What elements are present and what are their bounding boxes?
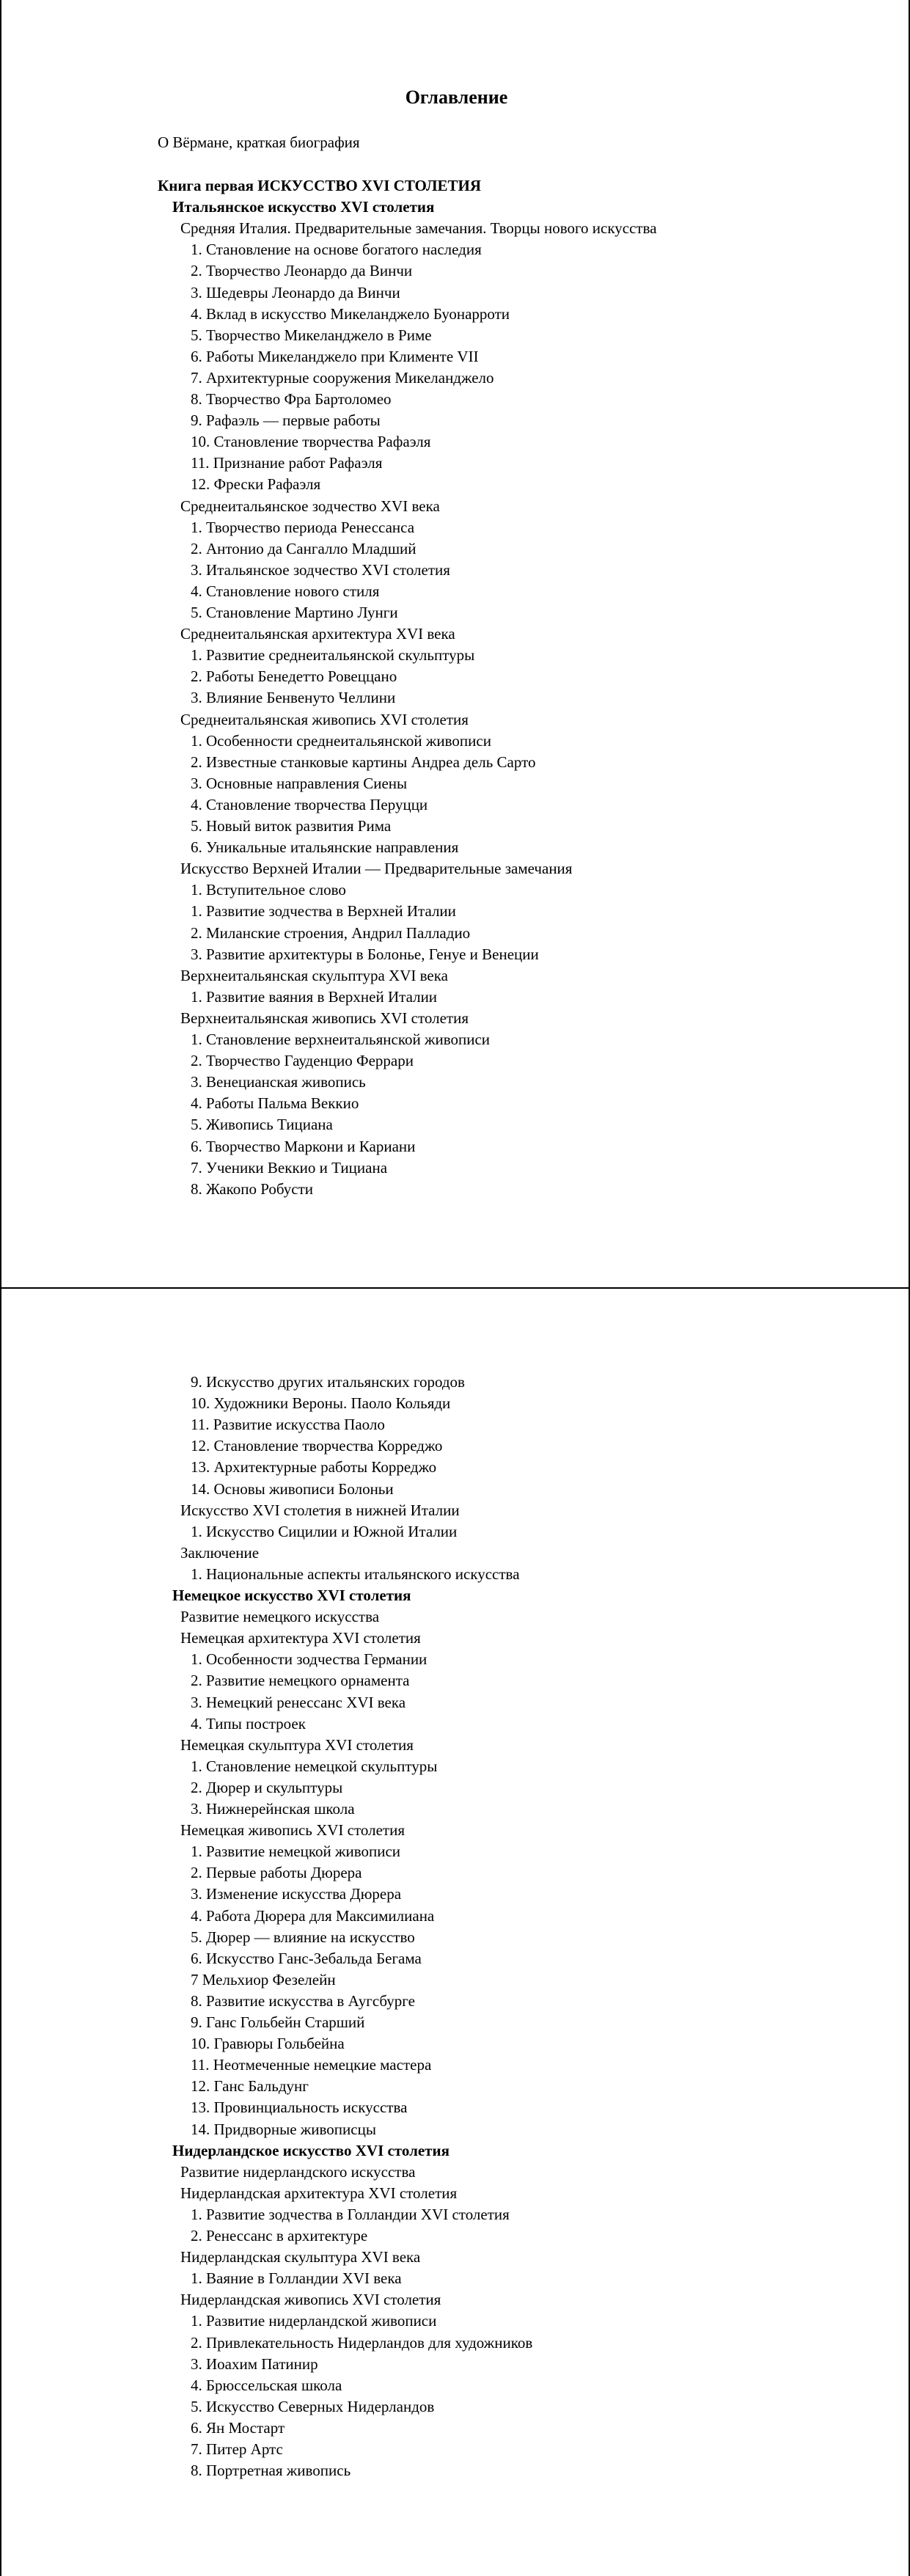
- toc-chapter-link[interactable]: 4. Типы построек: [191, 1714, 306, 1732]
- toc-chapter-link[interactable]: 1. Развитие немецкой живописи: [191, 1843, 401, 1861]
- toc-chapter-link[interactable]: 3. Изменение искусства Дюрера: [191, 1885, 402, 1903]
- toc-chapter-link[interactable]: 5. Живопись Тициана: [191, 1116, 333, 1134]
- toc-chapter-link[interactable]: 3. Иоахим Патинир: [191, 2354, 318, 2373]
- toc-section-link[interactable]: Немецкая скульптура XVI столетия: [180, 1735, 414, 1754]
- toc-chapter-link[interactable]: 5. Искусство Северных Нидерландов: [191, 2397, 435, 2415]
- toc-chapter-link[interactable]: 2. Работы Бенедетто Ровеццано: [191, 667, 397, 686]
- toc-chapter-link[interactable]: 3. Итальянское зодчество XVI столетия: [191, 560, 450, 579]
- toc-chapter-link[interactable]: 4. Работа Дюрера для Максимилиана: [191, 1906, 435, 1925]
- toc-chapter-link[interactable]: 3. Влияние Бенвенуто Челлини: [191, 689, 396, 707]
- toc-section-link[interactable]: Заключение: [180, 1543, 260, 1562]
- toc-chapter-link[interactable]: 4. Брюссельская школа: [191, 2376, 342, 2394]
- toc-chapter-link[interactable]: 2. Творчество Леонардо да Винчи: [191, 262, 413, 280]
- toc-chapter-link[interactable]: 10. Гравюры Гольбейна: [191, 2035, 345, 2053]
- page-2: [0, 1289, 910, 2576]
- toc-chapter-link[interactable]: 14. Придворные живописцы: [191, 2120, 376, 2138]
- toc-chapter-link[interactable]: 11. Признание работ Рафаэля: [191, 454, 383, 472]
- intro-link[interactable]: О Вёрмане, краткая биография: [158, 133, 360, 151]
- toc-chapter-link[interactable]: 6. Уникальные итальянские направления: [191, 838, 459, 857]
- toc-chapter-link[interactable]: 1. Развитие зодчества в Верхней Италии: [191, 902, 456, 921]
- toc-chapter-link[interactable]: 3. Нижнерейнская школа: [191, 1800, 355, 1818]
- toc-section-link[interactable]: Искусство Верхней Италии — Предварительные замечания: [180, 860, 573, 878]
- toc-chapter-link[interactable]: 2. Дюрер и скульптуры: [191, 1778, 343, 1796]
- toc-chapter-link[interactable]: 12. Фрески Рафаэля: [191, 475, 321, 494]
- toc-chapter-link[interactable]: 2. Антонио да Сангалло Младший: [191, 539, 417, 557]
- toc-chapter-link[interactable]: 1. Ваяние в Голландии XVI века: [191, 2269, 402, 2288]
- toc-chapter-link[interactable]: 13. Архитектурные работы Корреджо: [191, 1458, 437, 1477]
- toc-chapter-link[interactable]: 11. Развитие искусства Паоло: [191, 1416, 385, 1434]
- toc-section-link[interactable]: Нидерландская архитектура XVI столетия: [180, 2184, 458, 2202]
- toc-chapter-link[interactable]: 8. Жакопо Робусти: [191, 1179, 314, 1198]
- toc-chapter-link[interactable]: 1. Особенности среднеитальянской живописи: [191, 731, 491, 750]
- toc-chapter-link[interactable]: 8. Творчество Фра Бартоломео: [191, 390, 392, 408]
- toc-chapter-link[interactable]: 9. Искусство других итальянских городов: [191, 1373, 465, 1391]
- toc-section-link[interactable]: Верхнеитальянская скульптура XVI века: [180, 966, 448, 984]
- toc-chapter-link[interactable]: 6. Ян Мостарт: [191, 2418, 285, 2437]
- toc-heading-link[interactable]: Немецкое искусство XVI столетия: [172, 1587, 411, 1604]
- toc-heading-link[interactable]: Нидерландское искусство XVI столетия: [172, 2141, 450, 2159]
- toc-chapter-link[interactable]: 14. Основы живописи Болоньи: [191, 1479, 394, 1498]
- toc-section-link[interactable]: Немецкая живопись XVI столетия: [180, 1821, 405, 1840]
- toc-chapter-link[interactable]: 6. Творчество Маркони и Кариани: [191, 1137, 416, 1155]
- toc-chapter-link[interactable]: 3. Шедевры Леонардо да Винчи: [191, 283, 400, 301]
- toc-chapter-link[interactable]: 2. Творчество Гауденцио Феррари: [191, 1052, 414, 1070]
- toc-chapter-link[interactable]: 13. Провинциальность искусства: [191, 2099, 408, 2117]
- toc-section-link[interactable]: Среднеитальянская живопись XVI столетия: [180, 710, 469, 728]
- toc-chapter-link[interactable]: 2. Известные станковые картины Андреа дель Сарто: [191, 753, 536, 771]
- toc-chapter-link[interactable]: 3. Немецкий ренессанс XVI века: [191, 1693, 406, 1711]
- toc-chapter-link[interactable]: 1. Становление немецкой скульптуры: [191, 1757, 438, 1775]
- toc-title: Оглавление: [405, 87, 508, 108]
- toc-chapter-link[interactable]: 1. Становление верхнеитальянской живописи: [191, 1031, 491, 1048]
- toc-chapter-link[interactable]: 4. Становление творчества Перуцци: [191, 795, 428, 813]
- toc-chapter-link[interactable]: 2. Первые работы Дюрера: [191, 1864, 362, 1882]
- toc-section-link[interactable]: Верхнеитальянская живопись XVI столетия: [180, 1009, 469, 1027]
- toc-chapter-link[interactable]: 7. Архитектурные сооружения Микеланджело: [191, 368, 494, 387]
- toc-chapter-link[interactable]: 9. Ганс Гольбейн Старший: [191, 2013, 365, 2031]
- toc-chapter-link[interactable]: 1. Развитие ваяния в Верхней Италии: [191, 987, 438, 1006]
- toc-chapter-link[interactable]: 9. Рафаэль — первые работы: [191, 411, 381, 430]
- toc-section-link[interactable]: Нидерландская скульптура XVI века: [180, 2248, 421, 2266]
- toc-chapter-link[interactable]: 5. Новый виток развития Рима: [191, 817, 392, 835]
- toc-chapter-link[interactable]: 8. Развитие искусства в Аугсбурге: [191, 1991, 415, 2010]
- toc-chapter-link[interactable]: 12. Ганс Бальдунг: [191, 2077, 309, 2096]
- toc-chapter-link[interactable]: 8. Портретная живопись: [191, 2462, 351, 2480]
- toc-chapter-link[interactable]: 3. Развитие архитектуры в Болонье, Генуе и Венеции: [191, 945, 539, 963]
- toc-section-link[interactable]: Среднеитальянская архитектура XVI века: [180, 625, 455, 643]
- toc-chapter-link[interactable]: 1. Особенности зодчества Германии: [191, 1650, 428, 1669]
- toc-section-link[interactable]: Средняя Италия. Предварительные замечания. Творцы нового искусства: [180, 219, 657, 238]
- toc-chapter-link[interactable]: 10. Художники Вероны. Паоло Кольяди: [191, 1394, 451, 1413]
- toc-chapter-link[interactable]: 5. Становление Мартино Лунги: [191, 604, 398, 621]
- toc-section-link[interactable]: Развитие нидерландского искусства: [180, 2162, 416, 2181]
- page-1: [0, 0, 910, 1287]
- toc-heading-link[interactable]: Книга первая ИСКУССТВО XVI СТОЛЕТИЯ: [158, 177, 482, 194]
- toc-section-link[interactable]: Развитие немецкого искусства: [180, 1608, 380, 1626]
- toc-chapter-link[interactable]: 4. Вклад в искусство Микеланджело Буонарроти: [191, 304, 510, 323]
- toc-chapter-link[interactable]: 3. Венецианская живопись: [191, 1073, 366, 1091]
- toc-chapter-link[interactable]: 7. Ученики Веккио и Тициана: [191, 1158, 388, 1177]
- toc-chapter-link[interactable]: 2. Привлекательность Нидерландов для художников: [191, 2333, 533, 2352]
- toc-chapter-link[interactable]: 2. Развитие немецкого орнамента: [191, 1672, 410, 1690]
- toc-chapter-link[interactable]: 5. Творчество Микеланджело в Риме: [191, 326, 432, 344]
- toc-chapter-link[interactable]: 6. Искусство Ганс-Зебальда Бегама: [191, 1949, 422, 1967]
- toc-chapter-link[interactable]: 1. Национальные аспекты итальянского искусства: [191, 1565, 520, 1583]
- toc-chapter-link[interactable]: 1. Развитие среднеитальянской скульптуры: [191, 646, 475, 665]
- toc-chapter-link[interactable]: 1. Творчество периода Ренессанса: [191, 518, 415, 536]
- toc-chapter-link[interactable]: 10. Становление творчества Рафаэля: [191, 433, 431, 451]
- toc-chapter-link[interactable]: 1. Становление на основе богатого наследия: [191, 241, 482, 259]
- toc-chapter-link[interactable]: 6. Работы Микеланджело при Клименте VII: [191, 347, 479, 365]
- toc-chapter-link[interactable]: 1. Развитие зодчества в Голландии XVI столетия: [191, 2205, 510, 2223]
- toc-chapter-link[interactable]: 2. Миланские строения, Андрил Палладио: [191, 923, 471, 942]
- toc-chapter-link[interactable]: 11. Неотмеченные немецкие мастера: [191, 2056, 432, 2074]
- toc-chapter-link[interactable]: 5. Дюрер — влияние на искусство: [191, 1928, 415, 1946]
- toc-chapter-link[interactable]: 3. Основные направления Сиены: [191, 774, 408, 792]
- toc-chapter-link[interactable]: 7. Питер Артс: [191, 2440, 283, 2458]
- toc-heading-link[interactable]: Итальянское искусство XVI столетия: [172, 198, 435, 216]
- toc-chapter-link[interactable]: 2. Ренессанс в архитектуре: [191, 2227, 368, 2244]
- toc-section-link[interactable]: Нидерландская живопись XVI столетия: [180, 2291, 441, 2309]
- toc-chapter-link[interactable]: 1. Развитие нидерландской живописи: [191, 2312, 437, 2330]
- toc-chapter-link[interactable]: 4. Становление нового стиля: [191, 582, 380, 600]
- toc-chapter-link[interactable]: 1. Вступительное слово: [191, 881, 346, 899]
- toc-section-link[interactable]: Немецкая архитектура XVI столетия: [180, 1629, 421, 1647]
- toc-section-link[interactable]: Среднеитальянское зодчество XVI века: [180, 497, 440, 515]
- toc-chapter-link[interactable]: 7 Мельхиор Фезелейн: [191, 1970, 336, 1988]
- toc-section-link[interactable]: Искусство XVI столетия в нижней Италии: [180, 1501, 460, 1519]
- toc-chapter-link[interactable]: 12. Становление творчества Корреджо: [191, 1437, 443, 1455]
- toc-chapter-link[interactable]: 4. Работы Пальма Веккио: [191, 1094, 359, 1113]
- toc-chapter-link[interactable]: 1. Искусство Сицилии и Южной Италии: [191, 1522, 458, 1540]
